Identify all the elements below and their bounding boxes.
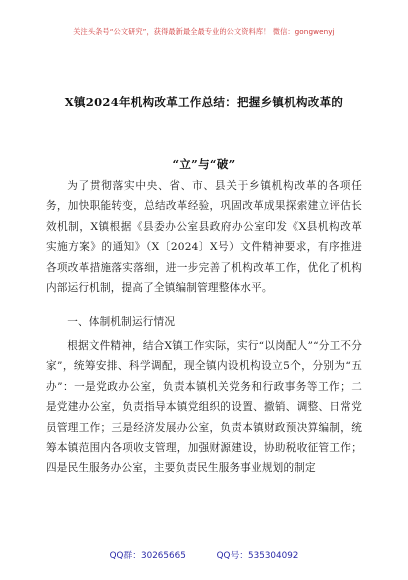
footer-qq-number: QQ号：535304092: [216, 551, 299, 561]
header-banner: 关注头条号“公文研究”，获得最新最全最专业的公文资料库！ 微信：gongwenyj: [73, 27, 335, 36]
footer-contact: [0, 548, 408, 561]
section-heading: 一、体制机制运行情况: [67, 316, 176, 328]
footer-qq-group: QQ群：30265665: [109, 551, 186, 561]
document-title-line-2: “立”与“破”: [172, 157, 236, 171]
document-title-line-1: X镇2024年机构改革工作总结：把握乡镇机构改革的: [64, 95, 344, 109]
section-body-paragraph: 根据文件精神，结合X镇工作实际，实行“以岗配人”“分工不分家”，统筹安排、科学调配，现全镇内设机构设立5个，分别为“五办”：一是党政办公室，负责本镇机关党务和行政事务等工作；二是党建办公室，负责指导本镇党组织的设置、撤销、调整、日常党员管理工作；三是经济发展办公室，负责本镇财政预决算编制，统筹本镇范围内各项收支管理，加强财源建设，协助税收征管工作；四是民生服务办公室，主要负责民生服务事业规划的制定: [46, 340, 362, 475]
intro-paragraph: 为了贯彻落实中央、省、市、县关于乡镇机构改革的各项任务，加快职能转变，总结改革经验，巩固改革成果探索建立评估长效机制，X镇根据《县委办公室县政府办公室印发《X县机构改革实施方案》的通知》（X〔2024〕X号）文件精神要求，有序推进各项改革措施落实落细，进一步完善了机构改革工作，优化了机构内部运行机制，提高了全镇编制管理整体水平。: [46, 180, 362, 295]
